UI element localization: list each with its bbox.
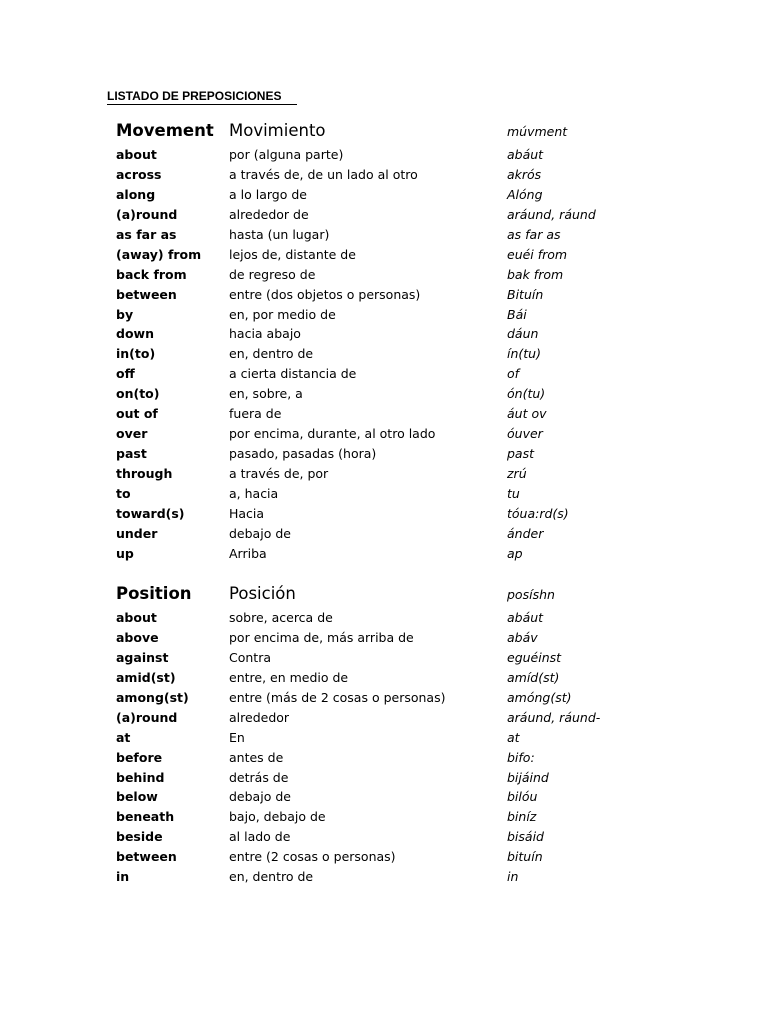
preposition-pronunciation: ín(tu) [507,346,541,362]
preposition-english: at [116,729,131,745]
preposition-pronunciation: abáut [507,610,544,625]
preposition-english: between [116,286,177,302]
heading-english: Position [116,584,192,603]
preposition-row [0,847,768,867]
preposition-english: behind [116,769,165,785]
heading-pronunciation: posíshn [507,587,555,602]
preposition-english: to [116,485,131,501]
preposition-row [0,185,768,205]
preposition-pronunciation: aráund, ráund- [507,709,601,725]
preposition-row [0,504,768,524]
preposition-list [0,145,768,564]
preposition-english: under [116,525,158,541]
preposition-english: toward(s) [116,505,185,521]
preposition-spanish: hasta (un lugar) [229,226,330,242]
preposition-row [0,668,768,688]
preposition-pronunciation: ón(tu) [507,386,546,402]
preposition-english: (a)round [116,206,178,222]
preposition-pronunciation: Bái [507,306,527,322]
section-heading [0,120,768,145]
preposition-pronunciation: Alóng [507,186,543,202]
preposition-english: through [116,466,173,481]
preposition-english: amid(st) [116,669,176,685]
preposition-pronunciation: eguéinst [507,649,562,665]
section-heading [0,583,768,608]
preposition-english: down [116,326,154,342]
preposition-pronunciation: biníz [507,809,537,825]
preposition-spanish: por encima, durante, al otro lado [229,426,436,442]
preposition-pronunciation: abáut [507,147,544,162]
preposition-spanish: por (alguna parte) [229,147,344,162]
preposition-pronunciation: ánder [507,525,544,541]
preposition-row [0,728,768,748]
preposition-row [0,344,768,364]
preposition-spanish: lejos de, distante de [229,246,356,262]
preposition-pronunciation: ap [507,545,523,561]
preposition-row [0,265,768,285]
preposition-row [0,688,768,708]
preposition-spanish: a lo largo de [229,186,307,202]
preposition-english: below [116,789,158,805]
preposition-pronunciation: bijáind [507,769,549,785]
preposition-pronunciation: dáun [507,326,539,342]
preposition-english: above [116,629,159,645]
preposition-row [0,225,768,245]
preposition-row [0,285,768,305]
preposition-english: past [116,446,147,462]
preposition-spanish: a cierta distancia de [229,366,357,382]
preposition-spanish: en, dentro de [229,869,314,885]
preposition-english: among(st) [116,689,189,705]
preposition-english: out of [116,406,158,422]
preposition-row [0,708,768,728]
preposition-english: off [116,366,135,382]
preposition-pronunciation: bituín [507,849,543,865]
preposition-english: before [116,749,163,765]
heading-english: Movement [116,121,214,140]
preposition-row [0,464,768,484]
preposition-pronunciation: past [507,446,535,462]
heading-spanish: Posición [229,584,296,603]
preposition-english: by [116,306,134,322]
preposition-spanish: de regreso de [229,266,316,282]
preposition-spanish: Contra [229,649,271,665]
preposition-spanish: pasado, pasadas (hora) [229,446,377,462]
preposition-spanish: en, por medio de [229,306,336,322]
preposition-spanish: en, sobre, a [229,386,303,402]
preposition-row [0,628,768,648]
preposition-spanish: detrás de [229,769,289,785]
preposition-english: beside [116,829,163,845]
preposition-row [0,384,768,404]
preposition-row [0,807,768,827]
preposition-row [0,748,768,768]
preposition-pronunciation: tóua:rd(s) [507,505,569,521]
preposition-spanish: alrededor de [229,206,309,222]
preposition-spanish: Arriba [229,545,267,561]
preposition-english: beneath [116,809,175,825]
preposition-pronunciation: bisáid [507,829,544,845]
preposition-spanish: entre (dos objetos o personas) [229,286,421,302]
preposition-row [0,484,768,504]
preposition-row [0,544,768,564]
preposition-spanish: hacia abajo [229,326,301,342]
section-position [0,583,768,887]
preposition-spanish: a través de, de un lado al otro [229,166,418,182]
preposition-row [0,145,768,165]
preposition-english: against [116,649,169,665]
preposition-row [0,827,768,847]
preposition-spanish: bajo, debajo de [229,809,326,825]
document-title: LISTADO DE PREPOSICIONES [107,89,297,105]
preposition-row [0,205,768,225]
preposition-english: in [116,869,130,885]
preposition-english: (away) from [116,246,202,262]
preposition-row [0,364,768,384]
preposition-spanish: entre (más de 2 cosas o personas) [229,689,446,705]
preposition-spanish: alrededor [229,709,290,725]
preposition-spanish: sobre, acerca de [229,610,333,625]
preposition-english: back from [116,266,187,282]
preposition-row [0,444,768,464]
heading-pronunciation: múvment [507,124,568,139]
preposition-pronunciation: akrós [507,166,542,182]
preposition-pronunciation: amóng(st) [507,689,572,705]
preposition-row [0,404,768,424]
preposition-row [0,608,768,628]
preposition-row [0,305,768,325]
preposition-spanish: fuera de [229,406,282,422]
preposition-row [0,424,768,444]
preposition-pronunciation: bilóu [507,789,538,805]
preposition-pronunciation: Bituín [507,286,544,302]
preposition-row [0,787,768,807]
preposition-english: across [116,166,162,182]
preposition-spanish: debajo de [229,789,291,805]
preposition-english: along [116,186,156,202]
preposition-pronunciation: aráund, ráund [507,206,596,222]
preposition-english: on(to) [116,386,160,402]
preposition-english: between [116,849,177,865]
preposition-pronunciation: óuver [507,426,543,442]
heading-spanish: Movimiento [229,121,326,140]
preposition-pronunciation: tu [507,485,520,501]
preposition-list [0,608,768,887]
preposition-pronunciation: euéi from [507,246,568,262]
preposition-row [0,867,768,887]
preposition-pronunciation: of [507,366,520,382]
preposition-spanish: En [229,729,245,745]
preposition-pronunciation: at [507,729,520,745]
preposition-spanish: en, dentro de [229,346,314,362]
preposition-pronunciation: bifo: [507,749,535,765]
preposition-spanish: entre (2 cosas o personas) [229,849,396,865]
preposition-english: (a)round [116,709,178,725]
preposition-row [0,768,768,788]
preposition-spanish: a través de, por [229,466,329,481]
preposition-english: as far as [116,226,177,242]
preposition-spanish: antes de [229,749,284,765]
preposition-pronunciation: amíd(st) [507,669,560,685]
preposition-pronunciation: as far as [507,226,561,242]
preposition-pronunciation: abáv [507,629,538,645]
preposition-row [0,324,768,344]
preposition-spanish: Hacia [229,505,265,521]
preposition-spanish: a, hacia [229,485,279,501]
preposition-row [0,524,768,544]
preposition-english: about [116,147,157,162]
preposition-pronunciation: bak from [507,266,564,282]
preposition-english: about [116,610,157,625]
preposition-row [0,165,768,185]
preposition-english: over [116,426,148,442]
preposition-spanish: al lado de [229,829,291,845]
preposition-row [0,648,768,668]
preposition-spanish: entre, en medio de [229,669,349,685]
preposition-pronunciation: zrú [507,466,527,481]
preposition-spanish: por encima de, más arriba de [229,629,414,645]
preposition-pronunciation: áut ov [507,406,547,422]
preposition-spanish: debajo de [229,525,291,541]
preposition-row [0,245,768,265]
preposition-english: up [116,545,134,561]
preposition-pronunciation: in [507,869,519,885]
preposition-english: in(to) [116,346,156,362]
section-movement [0,120,768,564]
